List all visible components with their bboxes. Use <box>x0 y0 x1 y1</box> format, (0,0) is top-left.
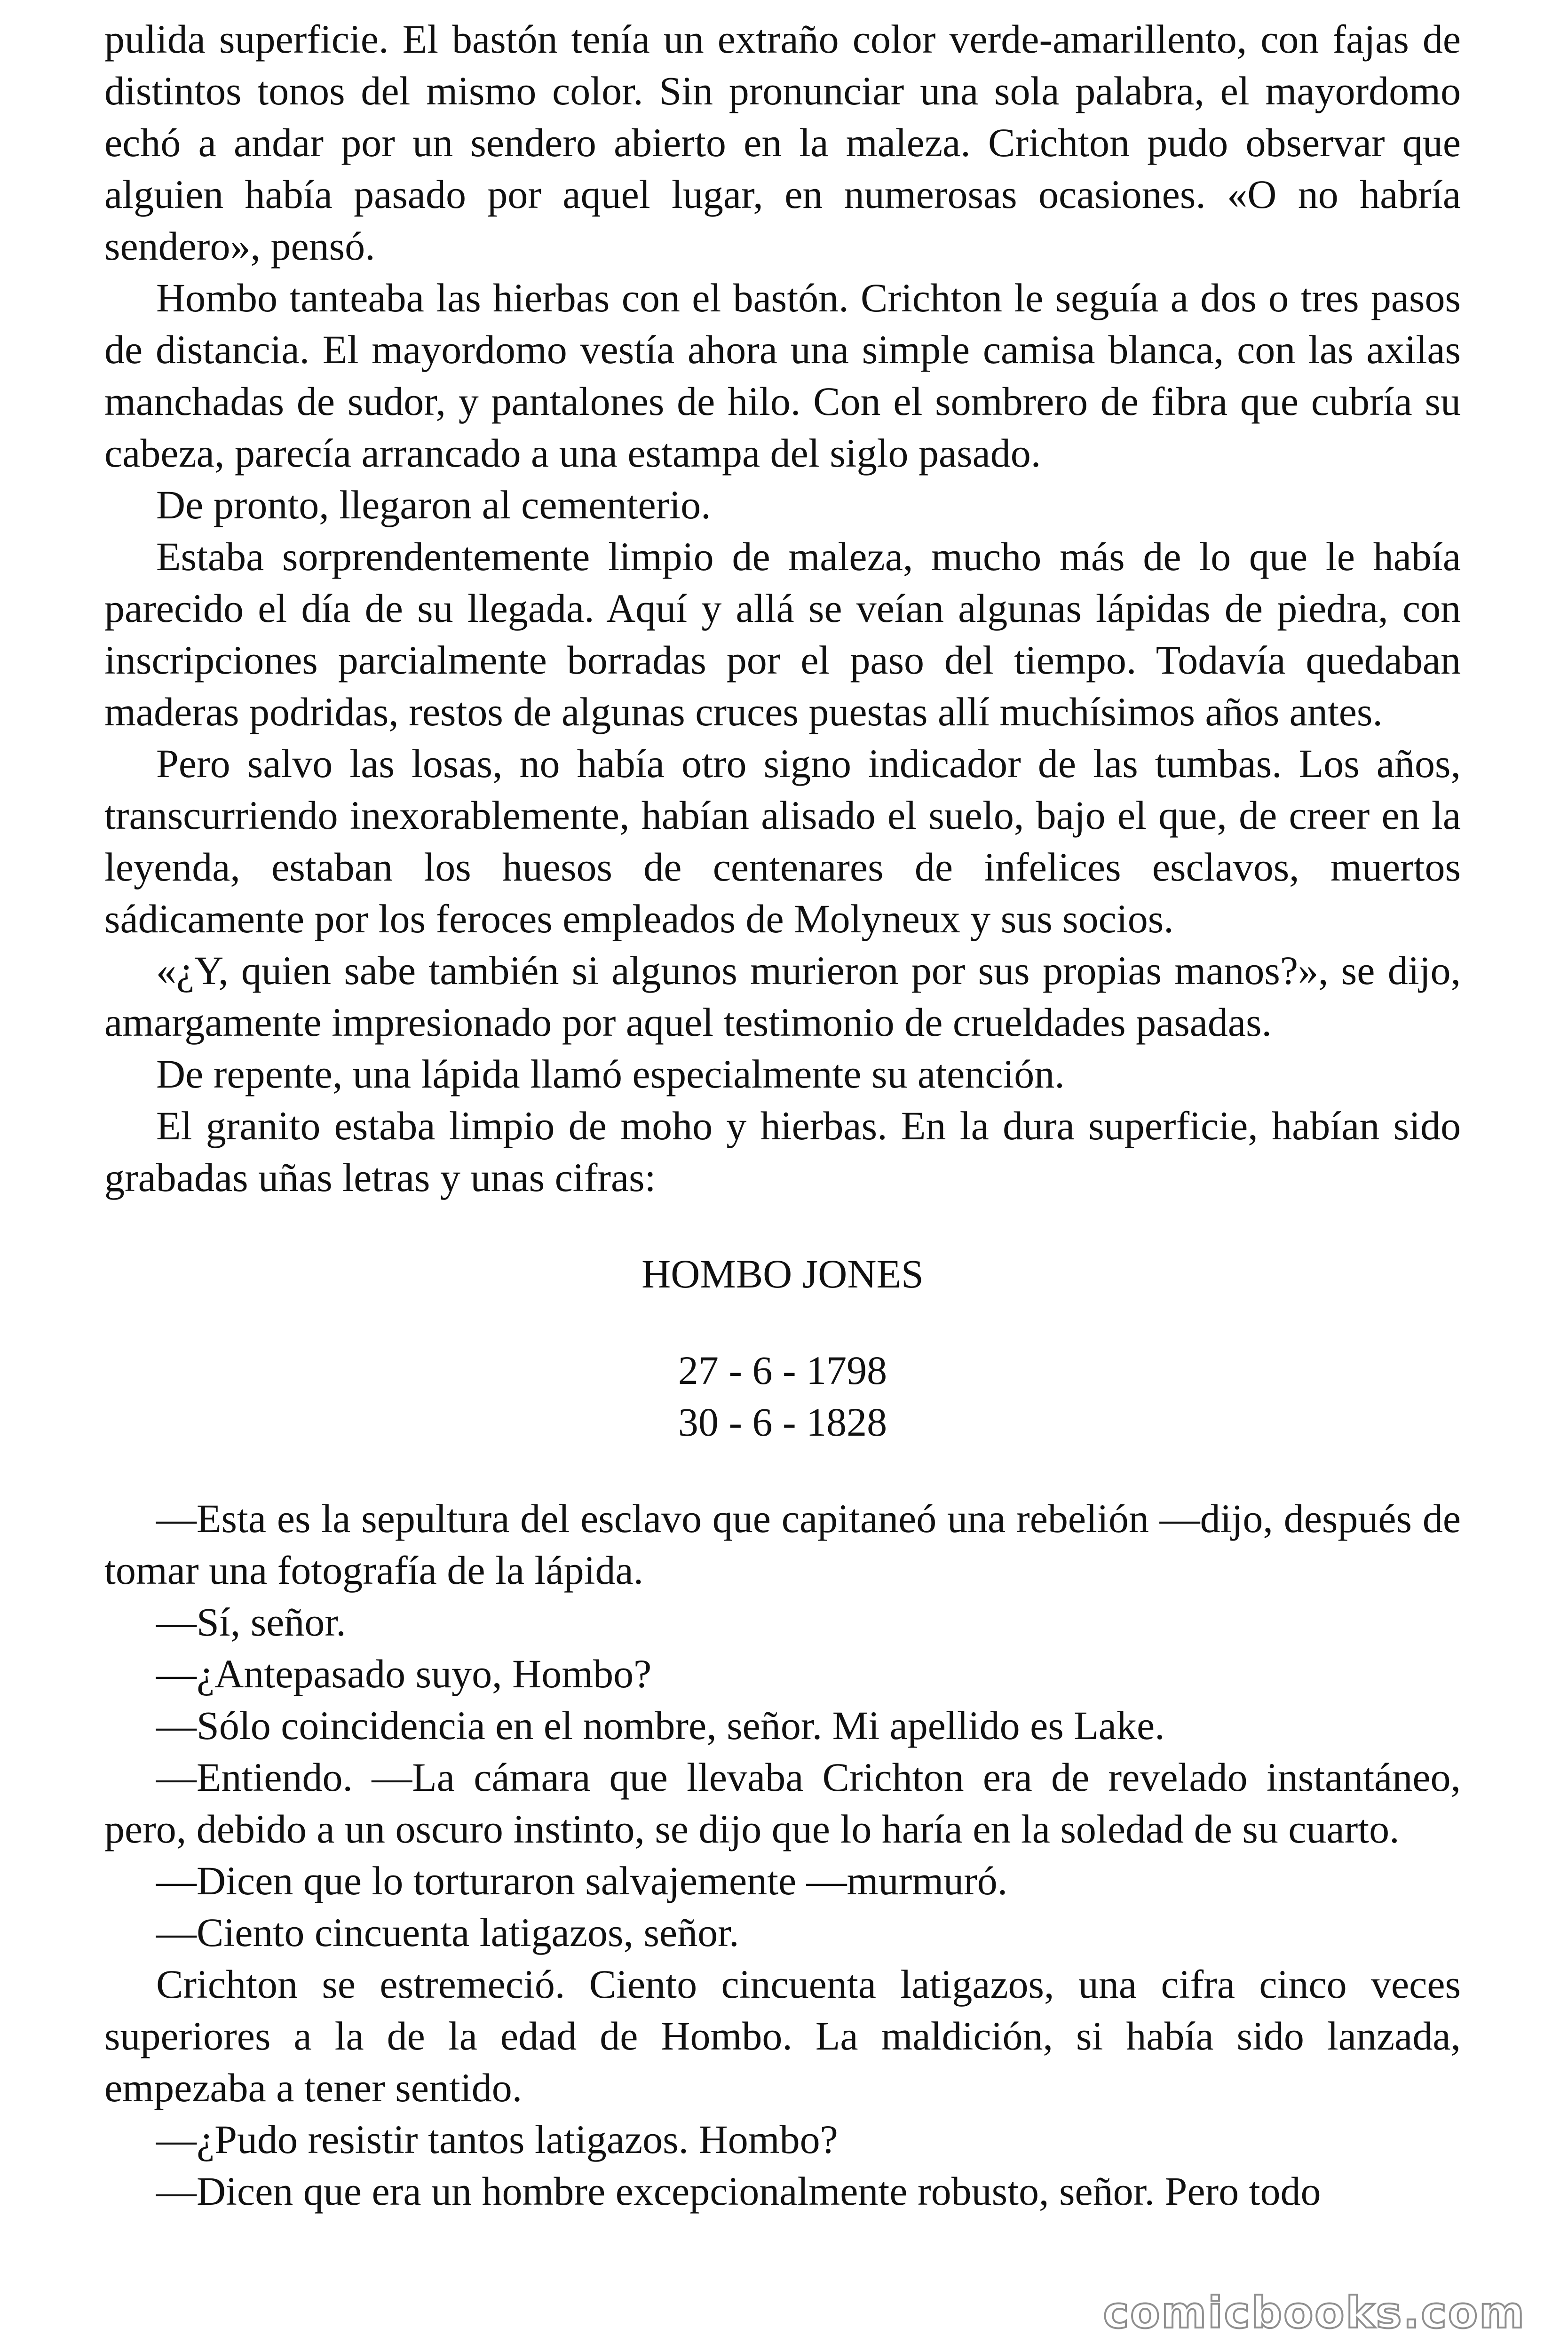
watermark: comicbooks.com <box>1103 2288 1526 2338</box>
paragraph: —Dicen que lo torturaron salvajemente —murmuró. <box>156 1858 1008 1903</box>
paragraph: pulida superficie. El bastón tenía un extraño color verde-amarillento, con fajas de distintos tonos del mismo color. Sin pronunciar una sola palabra, el mayordomo echó a andar por un sendero abierto en la maleza. Crichton pudo observar que alguien había pasado por aquel lugar, en numerosas ocasiones. «O no habría sendero», pensó. <box>104 16 1461 269</box>
tombstone-death-date: 30 - 6 - 1828 <box>678 1399 887 1445</box>
paragraph: —Dicen que era un hombre excepcionalmente robusto, señor. Pero todo <box>156 2169 1321 2214</box>
paragraph: Hombo tanteaba las hierbas con el bastón. Crichton le seguía a dos o tres pasos de distancia. El mayordomo vestía ahora una simple camisa blanca, con las axilas manchadas de sudor, y pantalones de hilo. Con el sombrero de fibra que cubría su cabeza, parecía arrancado a una estampa del siglo pasado. <box>104 275 1461 476</box>
tombstone-name: HOMBO JONES <box>641 1251 924 1296</box>
paragraph: Pero salvo las losas, no había otro signo indicador de las tumbas. Los años, transcurriendo inexorablemente, habían alisado el suelo, bajo el que, de creer en la leyenda, estaban los huesos de centenares de infelices esclavos, muertos sádicamente por los feroces empleados de Molyneux y sus socios. <box>104 741 1461 941</box>
paragraph: El granito estaba limpio de moho y hierbas. En la dura superficie, habían sido grabadas uñas letras y unas cifras: <box>104 1103 1461 1200</box>
paragraph: —¿Antepasado suyo, Hombo? <box>156 1651 652 1696</box>
tombstone-birth-date: 27 - 6 - 1798 <box>678 1348 887 1393</box>
paragraph: De pronto, llegaron al cementerio. <box>156 482 711 527</box>
paragraph: «¿Y, quien sabe también si algunos murieron por sus propias manos?», se dijo, amargamente impresionado por aquel testimonio de crueldades pasadas. <box>104 948 1461 1045</box>
paragraph: De repente, una lápida llamó especialmente su atención. <box>156 1051 1065 1097</box>
paragraph: Estaba sorprendentemente limpio de maleza, mucho más de lo que le había parecido el día de su llegada. Aquí y allá se veían algunas lápidas de piedra, con inscripciones parcialmente borradas por el paso del tiempo. Todavía quedaban maderas podridas, restos de algunas cruces puestas allí muchísimos años antes. <box>104 534 1461 734</box>
paragraph: —Sí, señor. <box>156 1599 346 1645</box>
paragraph: —Entiendo. —La cámara que llevaba Crichton era de revelado instantáneo, pero, debido a un oscuro instinto, se dijo que lo haría en la soledad de su cuarto. <box>104 1755 1461 1851</box>
paragraph: —Ciento cincuenta latigazos, señor. <box>156 1910 739 1955</box>
body-text <box>104 13 1461 2217</box>
paragraph: Crichton se estremeció. Ciento cincuenta latigazos, una cifra cinco veces superiores a la de la edad de Hombo. La maldición, si había sido lanzada, empezaba a tener sentido. <box>104 1962 1461 2110</box>
paragraph: —Esta es la sepultura del esclavo que capitaneó una rebelión —dijo, después de tomar una fotografía de la lápida. <box>104 1496 1461 1593</box>
paragraph: —¿Pudo resistir tantos latigazos. Hombo? <box>156 2117 838 2162</box>
paragraph: —Sólo coincidencia en el nombre, señor. Mi apellido es Lake. <box>156 1703 1165 1748</box>
